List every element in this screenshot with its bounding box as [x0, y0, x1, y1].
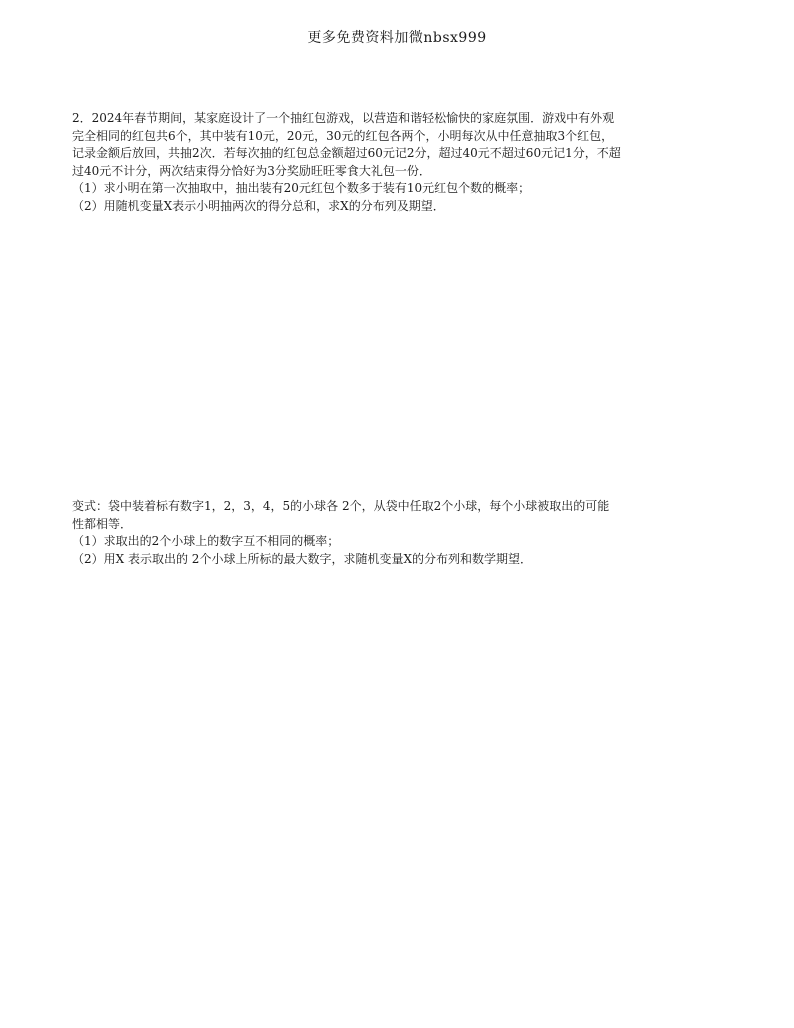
problem-block-2 [72, 498, 702, 568]
problem-2-part-1: （1）求取出的2个小球上的数字互不相同的概率； [72, 534, 340, 548]
problem-block-1 [72, 110, 702, 215]
problem-1-part-1: （1）求小明在第一次抽取中，抽出装有20元红包个数多于装有10元红包个数的概率； [72, 181, 531, 195]
page-header: 更多免费资料加微nbsx999 [307, 30, 487, 46]
problem-1-text-line: 完全相同的红包共6个，其中装有10元，20元，30元的红包各两个，小明每次从中任意抽取3个红包， [72, 128, 614, 143]
problem-2-text-line: 变式：袋中装着标有数字1，2，3，4，5的小球各 2个，从袋中任取2个小球，每个小球被取出的可能 [72, 499, 610, 513]
problem-2-part-2: （2）用X 表示取出的 2个小球上所标的最大数字，求随机变量X的分布列和数学期望． [72, 551, 532, 566]
problem-1-text-line: 记录金额后放回，共抽2次．若每次抽的红包总金额超过60元记2分，超过40元不超过60元记1分，不超 [72, 146, 621, 160]
problem-2-text-line: 性都相等． [72, 516, 133, 531]
problem-1-text-line: 过40元不计分，两次结束得分恰好为3分奖励旺旺零食大礼包一份． [72, 163, 431, 178]
problem-1-text-line: 2．2024年春节期间，某家庭设计了一个抽红包游戏，以营造和谐轻松愉快的家庭氛围．游戏中有外观 [72, 111, 615, 125]
problem-1-part-2: （2）用随机变量X表示小明抽两次的得分总和，求X的分布列及期望． [72, 198, 445, 213]
